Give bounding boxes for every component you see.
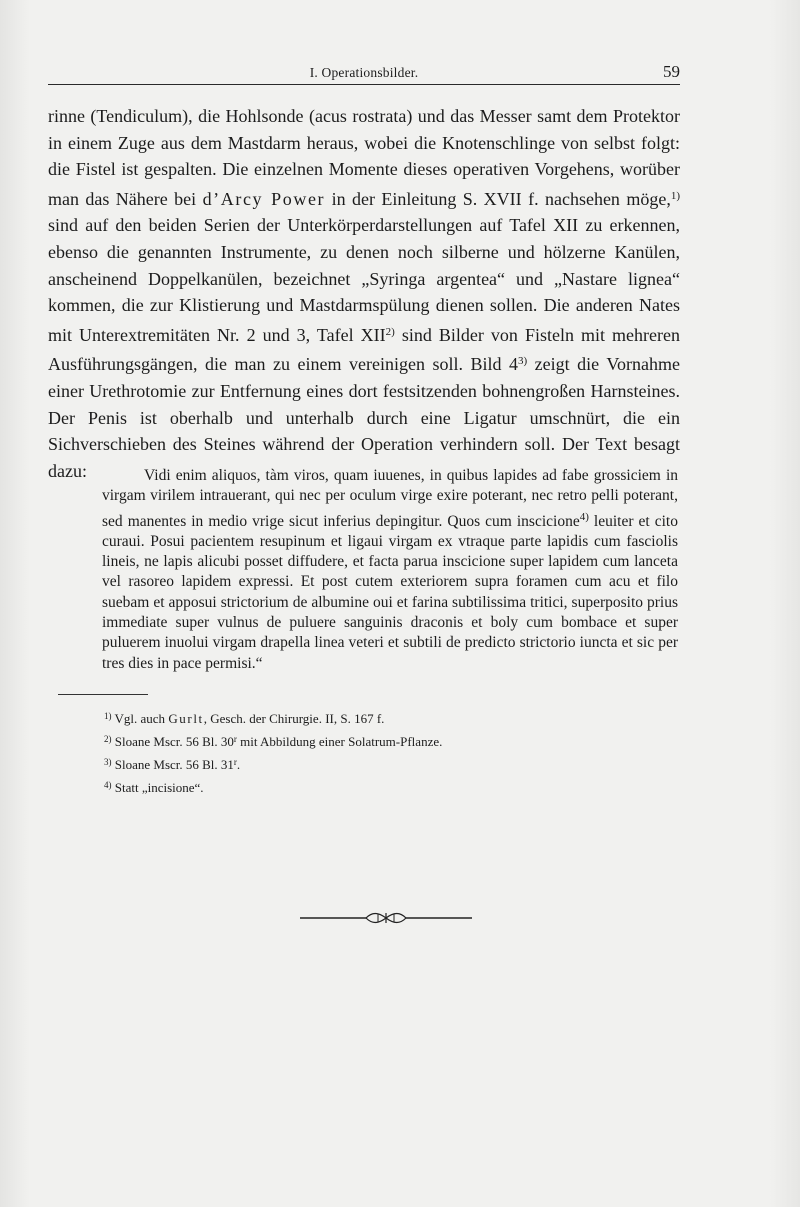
footnotes [104,706,664,798]
footnote-1 [104,706,664,729]
latin-quote [102,466,678,674]
footnote-rule [58,694,148,695]
footnote-text: . [236,757,241,772]
page-header [48,62,680,85]
footnote-3 [104,752,664,775]
footnote-text: Sloane Mscr. 56 Bl. 30 [111,734,234,749]
footnote-ref: 3) [517,355,528,368]
footnote-text: Statt „incisione“. [111,780,204,795]
footnote-mark: 2) [104,734,112,744]
body-text-part: sind Bilder von Fisteln mit mehreren Ausführungsgängen, die man zu einem vereinigen soll. Bild 4 [48,324,680,375]
quote-text-part: Vidi enim aliquos, tàm viros, quam iuuenes, in quibus lapides ad fabe grossiciem in virgam virilem intrauerant, qui nec per oculum virge exire poterant, nec retro pelli poterant, sed manentes in medio vrige sicut inferius depingitur. Quos cum inscicione [102,467,678,530]
footnote-mark: 1) [104,711,112,721]
footnote-ref: 2) [385,325,395,338]
body-text-part: sind auf den beiden Serien der Unterkörperdarstellungen auf Tafel XII zu erkennen, ebenso die genannten Instrumente, zu denen noch silberne und hölzerne Kanülen, anscheinend Doppelkanülen, bezeichnet „Syringa argentea“ und „Nastare lignea“ kommen, die zur Klistierung und Mastdarmspülung dienen sollen. Die anderen Nates mit Unterextremitäten Nr. 2 und 3, Tafel XII [48,215,680,345]
footnote-text: mit Abbildung einer Solatrum-Pflanze. [236,734,443,749]
body-paragraph [48,103,680,484]
footnote-2 [104,729,664,752]
page-number: 59 [663,62,680,81]
footnote-superscript: r [233,734,237,744]
footnote-4 [104,775,664,798]
quote-text-part: leuiter et cito curaui. Posui pacientem resupinum et ligaui virgam ex vtraque parte lapidis cum fasciolis lineis, ne lapis alicubi posset diffudere, et facta parua inscicione super lapidem cum lanceta vel rasoreo lapidem expressi. Et post cutem exteriorem supra foramen cum acu et filo suebam et apposui strictorium de albumine oui et farina subtilissima tritici, superposito prius immediate super vulnus de puluere sanguinis draconis et boly cum bombace et super puluerem inuolui virgam drapella linea veteri et subtili de predicto strictorio iuncta et sic per tres dies in pace permisi.“ [102,512,678,672]
footnote-mark: 3) [104,757,112,767]
author-name: d’Arcy Power [202,188,326,209]
body-text-part: in der Einleitung S. XVII f. nachsehen möge, [325,188,671,209]
footnote-text: Sloane Mscr. 56 Bl. 31 [111,757,234,772]
footnote-text: Vgl. auch [111,711,169,726]
body-text-part: rinne (Tendiculum), die Hohlsonde (acus rostrata) und das Messer samt dem Protektor in einem Zuge aus dem Mastdarm heraus, wobei die Knotenschlinge von selbst folgt: die Fistel ist gespalten. Die einzelnen Momente dieses operativen Vorgehens, worüber man das Nähere bei [48,106,680,209]
footnote-ref: 1) [670,189,681,202]
footnote-ref: 4) [579,510,589,523]
body-text-part: zeigt die Vornahme einer Urethrotomie zur Entfernung eines dort festsitzenden bohnengroßen Harnsteines. Der Penis ist oberhalb und unterhalb durch eine Ligatur umschnürt, die ein Sichverschieben des Steines während der Operation verhindern soll. Der Text besagt dazu: [48,354,680,481]
footnote-text: , Gesch. der Chirurgie. II, S. 167 f. [203,711,385,726]
footnote-mark: 4) [104,780,112,790]
footnote-superscript: r [233,757,237,767]
running-head: I. Operationsbilder. [309,65,419,80]
footnote-author: Gurlt [168,711,204,726]
decorative-rule-ornament-icon [300,908,472,928]
